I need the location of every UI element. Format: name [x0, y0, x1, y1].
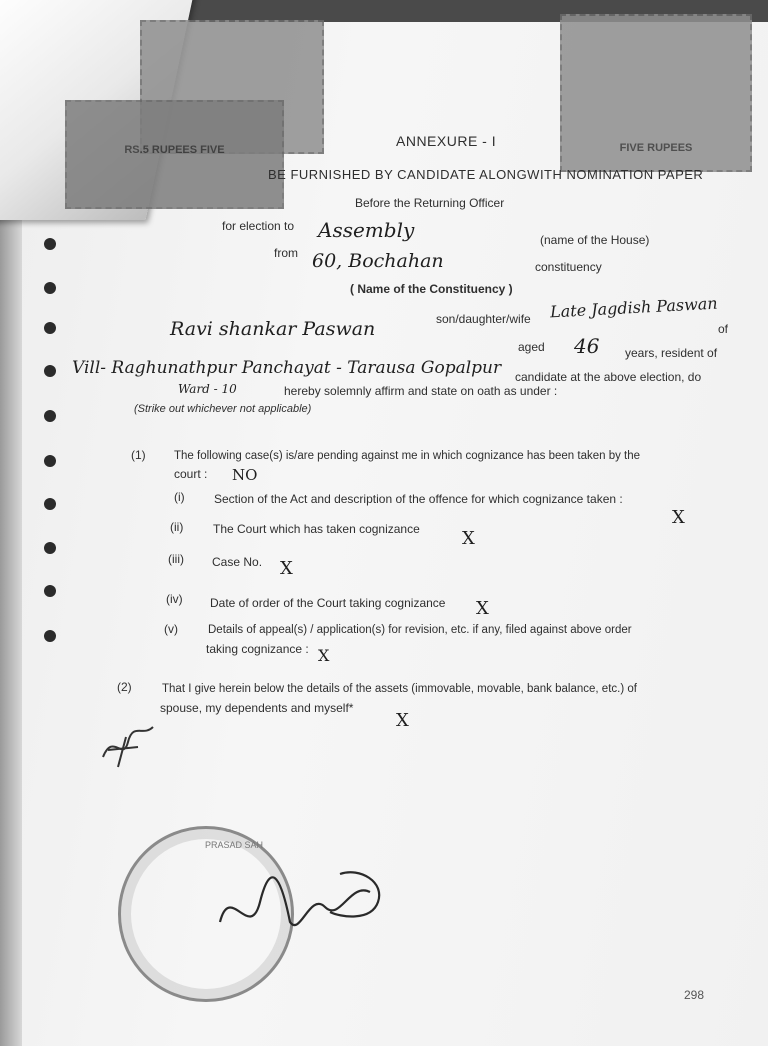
sub-item-v-line1: Details of appeal(s) / application(s) for revision, etc. if any, filed against above order — [208, 624, 632, 636]
court-fee-stamp — [560, 14, 752, 172]
sub-item-iv: Date of order of the Court taking cognizance — [210, 596, 446, 610]
sub-item-number: (v) — [164, 622, 178, 636]
handwritten-constituency: 60, Bochahan — [312, 250, 444, 272]
punch-hole — [44, 282, 56, 294]
before-line: Before the Returning Officer — [355, 196, 505, 210]
sub-item-number: (i) — [174, 490, 185, 504]
label-of: of — [718, 322, 729, 336]
item-number: (1) — [131, 448, 146, 462]
handwritten-no: NO — [232, 466, 258, 484]
stamp-text: RS.5 RUPEES FIVE — [124, 144, 225, 156]
handwritten-cross: X — [318, 646, 330, 665]
handwritten-age: 46 — [574, 334, 600, 358]
label-name-of-house: (name of the House) — [540, 233, 650, 247]
punch-hole — [44, 455, 56, 467]
sub-item-number: (ii) — [170, 520, 184, 534]
sub-item-i: Section of the Act and description of the offence for which cognizance taken : — [214, 492, 623, 506]
court-fee-stamp — [65, 100, 284, 209]
sub-item-ii: The Court which has taken cognizance — [213, 522, 420, 536]
punch-hole — [44, 322, 56, 334]
sub-item-v-line2: taking cognizance : — [206, 642, 309, 656]
annexure-title: ANNEXURE - I — [396, 133, 497, 149]
label-court: court : — [174, 467, 208, 481]
handwritten-cross: X — [672, 507, 685, 528]
strike-note: (Strike out whichever not applicable) — [134, 403, 312, 415]
handwritten-house: Assembly — [318, 218, 415, 242]
item2-line2: spouse, my dependents and myself* — [160, 701, 354, 715]
label-son-of: son/daughter/wife — [436, 312, 531, 326]
punch-hole — [44, 585, 56, 597]
handwritten-cross: X — [476, 598, 489, 619]
punch-hole — [44, 410, 56, 422]
sub-item-number: (iii) — [168, 552, 184, 566]
label-from: from — [274, 246, 298, 260]
handwritten-cross: X — [396, 710, 409, 731]
stamp-text: FIVE RUPEES — [619, 142, 693, 155]
label-constituency: constituency — [535, 260, 602, 274]
punch-hole — [44, 238, 56, 250]
oath-line: hereby solemnly affirm and state on oath as under : — [284, 384, 558, 398]
form-heading: BE FURNISHED BY CANDIDATE ALONGWITH NOMINATION PAPER — [268, 167, 704, 182]
item2-line1: That I give herein below the details of the assets (immovable, movable, bank balance, etc.) of — [162, 683, 637, 695]
sub-item-iii: Case No. — [212, 555, 263, 569]
item1-text: The following case(s) is/are pending against me in which cognizance has been taken by the — [174, 450, 641, 462]
label-for-election: for election to — [222, 219, 295, 233]
handwritten-ward: Ward - 10 — [178, 382, 237, 396]
punch-hole — [44, 542, 56, 554]
label-aged: aged — [518, 340, 545, 354]
punch-hole — [44, 498, 56, 510]
label-years-resident: years, resident of — [625, 346, 718, 360]
handwritten-cross: X — [462, 528, 475, 549]
sub-item-number: (iv) — [166, 592, 183, 606]
initials-signature — [98, 722, 158, 772]
punch-hole — [44, 630, 56, 642]
item-number: (2) — [117, 680, 132, 694]
handwritten-address: Vill- Raghunathpur Panchayat - Tarausa Gopalpur — [72, 358, 502, 378]
signature — [200, 862, 400, 952]
handwritten-candidate-name: Ravi shankar Paswan — [170, 318, 376, 340]
page-number: 298 — [684, 988, 705, 1002]
label-candidate-at: candidate at the above election, do — [515, 370, 702, 384]
handwritten-father-name: Late Jagdish Paswan — [549, 293, 719, 322]
punch-hole — [44, 365, 56, 377]
label-name-of-constituency: ( Name of the Constituency ) — [350, 282, 513, 296]
seal-text: PRASAD SAH — [205, 840, 264, 850]
handwritten-cross: X — [280, 558, 293, 579]
